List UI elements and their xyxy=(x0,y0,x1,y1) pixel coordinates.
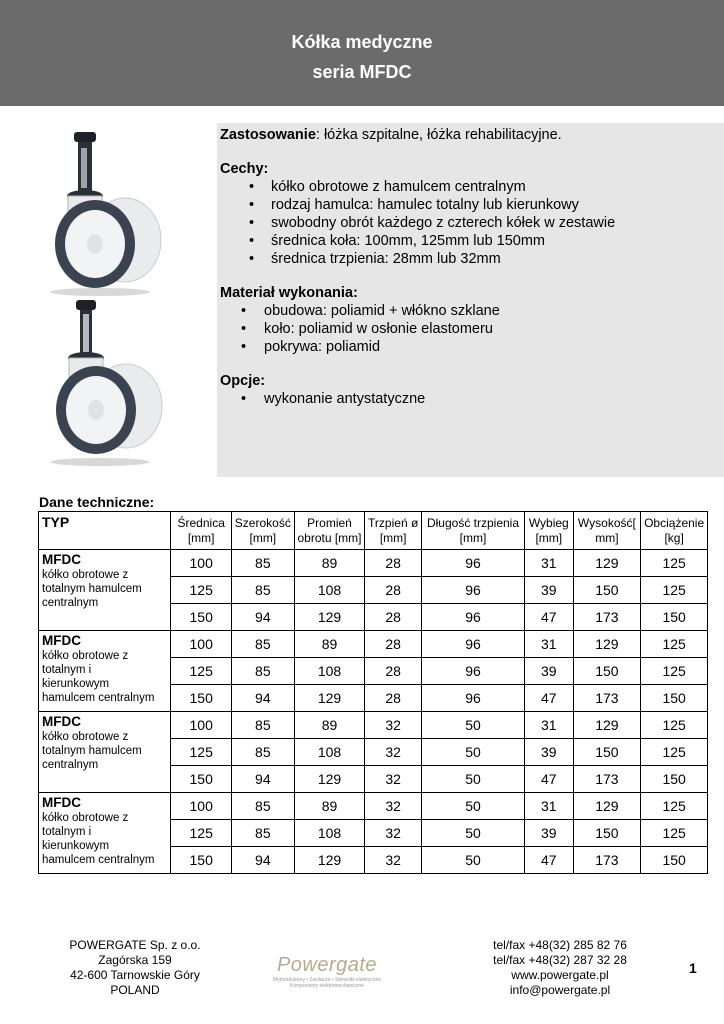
table-cell: 85 xyxy=(232,577,295,604)
table-cell: 31 xyxy=(525,550,574,577)
table-cell: 96 xyxy=(421,604,524,631)
table-cell: 31 xyxy=(525,712,574,739)
table-cell: 129 xyxy=(294,847,365,874)
table-cell: 96 xyxy=(421,685,524,712)
table-cell: 47 xyxy=(525,604,574,631)
feature-item: średnica trzpienia: 28mm lub 32mm xyxy=(271,251,501,267)
table-cell: 108 xyxy=(294,739,365,766)
type-description-line: kierunkowym xyxy=(42,840,110,852)
table-cell: 96 xyxy=(421,658,524,685)
application-line xyxy=(220,127,562,143)
page-title: Kółka medyczne xyxy=(291,32,433,52)
type-description-line: kółko obrotowe z xyxy=(42,731,129,743)
type-description-line: centralnym xyxy=(42,759,99,771)
bullet: • xyxy=(241,391,247,407)
table-cell: 125 xyxy=(171,577,232,604)
type-description-line: totalnym hamulcem xyxy=(42,583,142,595)
table-cell: 125 xyxy=(641,631,708,658)
type-description-line: kółko obrotowe z xyxy=(42,569,129,581)
table-cell: 85 xyxy=(232,658,295,685)
table-cell: 125 xyxy=(641,712,708,739)
table-cell: 89 xyxy=(294,712,365,739)
material-item: obudowa: poliamid + włókno szklane xyxy=(264,303,500,319)
address-line: 42-600 Tarnowskie Góry xyxy=(70,968,200,982)
table-cell: 96 xyxy=(421,550,524,577)
table-cell: 28 xyxy=(365,658,422,685)
table-cell: 28 xyxy=(365,550,422,577)
bullet: • xyxy=(241,339,247,355)
table-cell: 50 xyxy=(421,847,524,874)
table-cell: 32 xyxy=(365,847,422,874)
table-cell: 28 xyxy=(365,631,422,658)
table-cell: 89 xyxy=(294,631,365,658)
table-cell: 125 xyxy=(171,820,232,847)
page-number: 1 xyxy=(689,960,697,976)
table-cell: 150 xyxy=(573,739,641,766)
table-cell: 39 xyxy=(525,577,574,604)
table-cell: 150 xyxy=(641,685,708,712)
type-name: MFDC xyxy=(42,795,81,810)
table-cell: 85 xyxy=(232,739,295,766)
header-cell: Szerokość [mm] xyxy=(232,512,295,550)
table-cell: 32 xyxy=(365,820,422,847)
header-cell: Promień obrotu [mm] xyxy=(294,512,365,550)
features-heading: Cechy: xyxy=(220,161,269,177)
table-cell: 94 xyxy=(232,766,295,793)
type-description-line: kółko obrotowe z xyxy=(42,812,129,824)
table-cell: 150 xyxy=(171,766,232,793)
type-description-cell xyxy=(39,550,171,631)
spec-table xyxy=(38,511,708,874)
table-cell: 100 xyxy=(171,631,232,658)
table-cell: 94 xyxy=(232,604,295,631)
type-name: MFDC xyxy=(42,714,81,729)
email-link[interactable]: info@powergate.pl xyxy=(509,983,611,997)
table-row xyxy=(39,793,708,820)
table-cell: 100 xyxy=(171,712,232,739)
page-header xyxy=(0,0,724,106)
table-cell: 125 xyxy=(171,658,232,685)
type-name: MFDC xyxy=(42,633,81,648)
bullet: • xyxy=(249,179,255,195)
table-cell: 39 xyxy=(525,658,574,685)
table-cell: 32 xyxy=(365,766,422,793)
table-row xyxy=(39,631,708,658)
bullet: • xyxy=(249,251,255,267)
table-cell: 125 xyxy=(641,793,708,820)
company-address xyxy=(60,938,210,998)
material-heading: Materiał wykonania: xyxy=(220,285,358,301)
table-cell: 94 xyxy=(232,685,295,712)
feature-item: kółko obrotowe z hamulcem centralnym xyxy=(271,179,526,195)
type-description-line: hamulcem centralnym xyxy=(42,692,155,704)
table-cell: 173 xyxy=(573,604,641,631)
type-description-line: hamulcem centralnym xyxy=(42,854,155,866)
table-cell: 39 xyxy=(525,820,574,847)
header-typ: TYP xyxy=(39,512,171,550)
table-cell: 150 xyxy=(171,604,232,631)
table-cell: 85 xyxy=(232,793,295,820)
table-cell: 125 xyxy=(641,658,708,685)
table-cell: 100 xyxy=(171,793,232,820)
table-cell: 50 xyxy=(421,739,524,766)
contact-info xyxy=(480,938,640,998)
table-cell: 129 xyxy=(573,550,641,577)
table-cell: 28 xyxy=(365,577,422,604)
table-row xyxy=(39,712,708,739)
bullet: • xyxy=(249,215,255,231)
table-cell: 108 xyxy=(294,577,365,604)
application-label: Zastosowanie xyxy=(220,127,316,143)
phone-line: tel/fax +48(32) 285 82 76 xyxy=(493,938,627,952)
table-cell: 129 xyxy=(294,604,365,631)
header-cell: Obciążenie [kg] xyxy=(641,512,708,550)
table-cell: 150 xyxy=(573,577,641,604)
feature-item: swobodny obrót każdego z czterech kółek w zestawie xyxy=(271,215,616,231)
table-cell: 85 xyxy=(232,631,295,658)
type-description-cell xyxy=(39,712,171,793)
table-cell: 108 xyxy=(294,820,365,847)
material-item: koło: poliamid w osłonie elastomeru xyxy=(264,321,493,337)
table-cell: 50 xyxy=(421,793,524,820)
table-cell: 89 xyxy=(294,550,365,577)
application-text: : łóżka szpitalne, łóżka rehabilitacyjne. xyxy=(315,127,562,143)
table-cell: 94 xyxy=(232,847,295,874)
table-cell: 28 xyxy=(365,685,422,712)
table-cell: 150 xyxy=(641,847,708,874)
header-cell: Trzpień ø [mm] xyxy=(365,512,422,550)
table-cell: 32 xyxy=(365,739,422,766)
type-description-line: totalnym i xyxy=(42,664,92,676)
table-cell: 85 xyxy=(232,712,295,739)
table-body xyxy=(39,550,708,874)
table-cell: 173 xyxy=(573,766,641,793)
type-description-cell xyxy=(39,631,171,712)
table-cell: 150 xyxy=(641,604,708,631)
table-cell: 125 xyxy=(641,739,708,766)
header-cell: Długość trzpienia [mm] xyxy=(421,512,524,550)
header-cell: Średnica [mm] xyxy=(171,512,232,550)
website-link[interactable]: www.powergate.pl xyxy=(511,968,609,982)
material-item: pokrywa: poliamid xyxy=(264,339,381,355)
table-cell: 39 xyxy=(525,739,574,766)
powergate-logo xyxy=(272,954,382,989)
table-cell: 173 xyxy=(573,685,641,712)
table-cell: 125 xyxy=(641,550,708,577)
table-cell: 150 xyxy=(171,685,232,712)
type-description-line: centralnym xyxy=(42,597,99,609)
table-cell: 47 xyxy=(525,685,574,712)
table-cell: 150 xyxy=(171,847,232,874)
table-cell: 32 xyxy=(365,793,422,820)
option-item: wykonanie antystatyczne xyxy=(264,391,426,407)
table-cell: 32 xyxy=(365,712,422,739)
header-cell: Wysokość[ mm] xyxy=(573,512,641,550)
page-subtitle: seria MFDC xyxy=(312,62,412,82)
company-name: POWERGATE Sp. z o.o. xyxy=(69,938,201,952)
type-description-line: kierunkowym xyxy=(42,678,110,690)
type-description-line: totalnym hamulcem xyxy=(42,745,142,757)
table-cell: 100 xyxy=(171,550,232,577)
table-cell: 28 xyxy=(365,604,422,631)
table-cell: 31 xyxy=(525,793,574,820)
table-cell: 89 xyxy=(294,793,365,820)
table-cell: 150 xyxy=(573,820,641,847)
address-line: Zagórska 159 xyxy=(98,953,172,967)
options-heading: Opcje: xyxy=(220,373,266,389)
table-header-row xyxy=(39,512,708,550)
feature-item: rodzaj hamulca: hamulec totalny lub kierunkowy xyxy=(271,197,579,213)
logo-tagline: Komponenty elektromechaniczne xyxy=(290,983,364,989)
caster-wheel-image xyxy=(40,296,170,468)
bullet: • xyxy=(249,233,255,249)
caster-wheel-image xyxy=(40,128,170,298)
table-cell: 129 xyxy=(573,712,641,739)
table-cell: 129 xyxy=(294,766,365,793)
table-cell: 31 xyxy=(525,631,574,658)
table-cell: 129 xyxy=(573,793,641,820)
table-cell: 108 xyxy=(294,658,365,685)
table-cell: 96 xyxy=(421,577,524,604)
phone-line: tel/fax +48(32) 287 32 28 xyxy=(493,953,627,967)
table-cell: 125 xyxy=(171,739,232,766)
bullet: • xyxy=(241,321,247,337)
table-cell: 85 xyxy=(232,550,295,577)
bullet: • xyxy=(241,303,247,319)
type-description-cell xyxy=(39,793,171,874)
product-info-box xyxy=(217,123,724,477)
table-cell: 150 xyxy=(573,658,641,685)
bullet: • xyxy=(249,197,255,213)
table-cell: 50 xyxy=(421,820,524,847)
table-cell: 85 xyxy=(232,820,295,847)
logo-wordmark: Powergate xyxy=(276,954,378,976)
header-cell: Wybieg [mm] xyxy=(525,512,574,550)
table-cell: 125 xyxy=(641,820,708,847)
table-row xyxy=(39,550,708,577)
table-cell: 150 xyxy=(641,766,708,793)
type-description-line: kółko obrotowe z xyxy=(42,650,129,662)
logo-tagline: Motoreduktory • Zasilacze • Siłowniki elektryczne xyxy=(272,977,382,983)
table-cell: 125 xyxy=(641,577,708,604)
table-cell: 47 xyxy=(525,847,574,874)
table-caption: Dane techniczne: xyxy=(39,494,155,510)
type-description-line: totalnym i xyxy=(42,826,92,838)
table-cell: 96 xyxy=(421,631,524,658)
type-name: MFDC xyxy=(42,552,81,567)
table-cell: 173 xyxy=(573,847,641,874)
table-cell: 50 xyxy=(421,766,524,793)
table-cell: 50 xyxy=(421,712,524,739)
address-line: POLAND xyxy=(110,983,160,997)
table-cell: 47 xyxy=(525,766,574,793)
feature-item: średnica koła: 100mm, 125mm lub 150mm xyxy=(271,233,546,249)
table-cell: 129 xyxy=(573,631,641,658)
table-cell: 129 xyxy=(294,685,365,712)
